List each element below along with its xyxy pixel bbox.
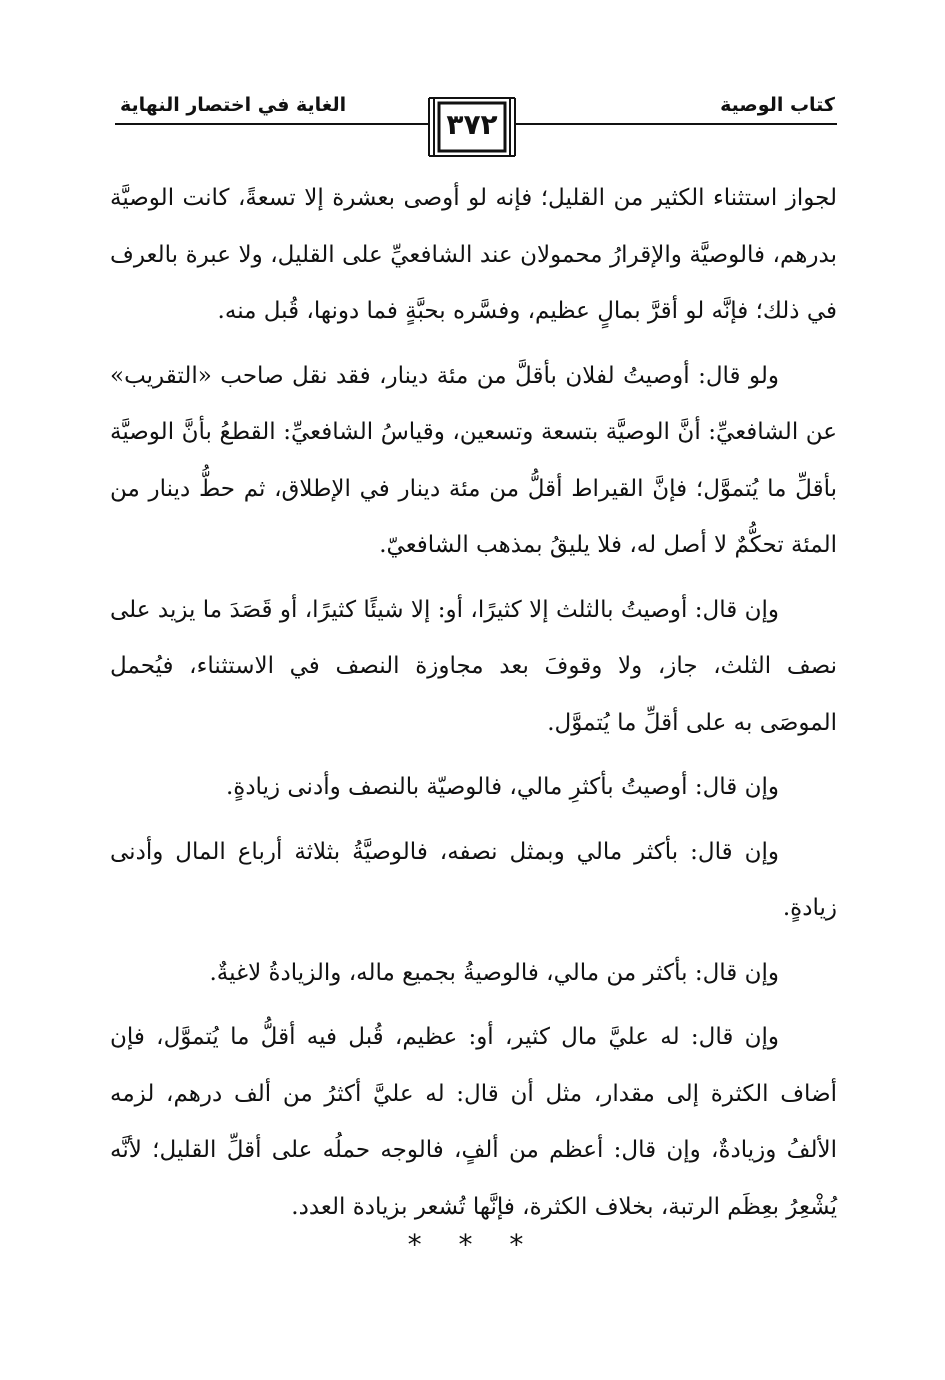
page-number: ٣٧٢ (446, 108, 498, 141)
paragraph-5: وإن قال: بأكثر مالي وبمثل نصفه، فالوصيَّةُ بثلاثة أرباع المال وأدنى زيادةٍ. (110, 838, 837, 921)
section-separator: * * * (407, 1228, 538, 1261)
paragraph-2: ولو قال: أوصيتُ لفلان بأقلَّ من مئة دينار، فقد نقل صاحب «التقريب» عن الشافعيِّ: أنَّ الوصيَّة بتسعة وتسعين، وقياسُ الشافعيِّ: القطعُ بأنَّ الوصيَّة بأقلِّ ما يُتموَّل؛ فإنَّ القيراط أقلُّ من مئة دينار في الإطلاق، ثم حطُّ دينار من المئة تحكُّمٌ لا أصل له، فلا يليقُ بمذهب الشافعيّ. (110, 362, 837, 558)
page-header (0, 0, 945, 160)
page-number-frame (428, 96, 516, 160)
header-rule-left (115, 123, 430, 125)
paragraph-3: وإن قال: أوصيتُ بالثلث إلا كثيرًا، أو: إلا شيئًا كثيرًا، أو قَصَدَ ما يزيد على نصف الثلث، جاز، ولا وقوفَ بعد مجاوزة النصف في الاستثناء، فيُحمل الموصَى به على أقلِّ ما يُتموَّل. (110, 596, 837, 736)
paragraph-6: وإن قال: بأكثر من مالي، فالوصيةُ بجميع ماله، والزيادةُ لاغيةٌ. (209, 959, 779, 986)
chapter-title: كتاب الوصية (720, 94, 835, 116)
header-rule-right (514, 123, 837, 125)
paragraph-4: وإن قال: أوصيتُ بأكثرِ مالي، فالوصيّة بالنصف وأدنى زيادةٍ. (225, 774, 779, 800)
paragraph-7: وإن قال: له عليَّ مال كثير، أو: عظيم، قُبل فيه أقلُّ ما يُتموَّل، فإن أضاف الكثرة إلى مقدار، مثل أن قال: له عليَّ أكثرُ من ألف درهم، لزمه الألفُ وزيادةٌ، وإن قال: أعظم من ألفٍ، فالوجه حملُه على أقلِّ القليل؛ لأنَّه يُشْعِرُ بعِظَم الرتبة، بخلاف الكثرة، فإنَّها تُشعر بزيادة العدد. (110, 1024, 837, 1220)
book-title: الغاية في اختصار النهاية (120, 94, 347, 116)
paragraph-1: لجواز استثناء الكثير من القليل؛ فإنه لو أوصى بعشرة إلا تسعةً، كانت الوصيَّة بدرهم، فالوصيَّة والإقرارُ محمولان عند الشافعيِّ على القليل، ولا عبرة بالعرف في ذلك؛ فإنَّه لو أقرَّ بمالٍ عظيم، وفسَّره بحبَّةٍ فما دونها، قُبل منه. (110, 185, 837, 324)
page-body (110, 170, 837, 1235)
